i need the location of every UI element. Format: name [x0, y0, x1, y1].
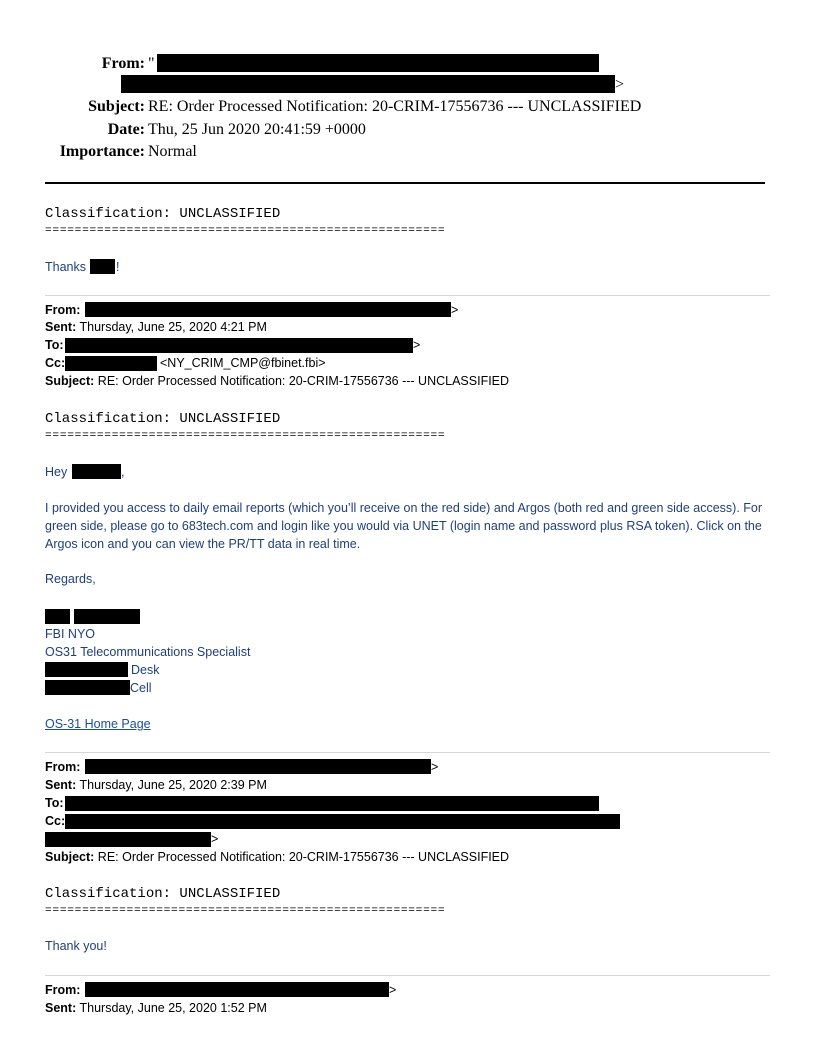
fwd2-cc-tail: > — [211, 832, 219, 846]
greeting-tail: , — [121, 465, 125, 479]
fwd2-cc-label: Cc: — [45, 814, 66, 828]
fwd1-from-tail: > — [451, 303, 459, 317]
signature-title: OS31 Telecommunications Specialist — [45, 645, 251, 659]
subject-value: RE: Order Processed Notification: 20-CRIM-17556736 --- UNCLASSIFIED — [148, 98, 642, 115]
redaction-block — [72, 464, 121, 479]
fwd2-from-tail: > — [431, 760, 439, 774]
fwd2-subject: Subject: RE: Order Processed Notification: 20-CRIM-17556736 --- UNCLASSIFIED — [45, 850, 510, 864]
fwd1-from-label: From: — [45, 303, 81, 317]
fwd1-cc-label: Cc: — [45, 356, 66, 370]
thank-you-text: Thank you! — [45, 939, 107, 953]
date-value: Thu, 25 Jun 2020 20:41:59 +0000 — [148, 121, 366, 138]
message-body: I provided you access to daily email reports (which you’ll receive on the red side) and Argos (both red and green side access). For green side, please go to 683tech.com and login like you would via UNET (login name and password plus RSA token). Click on the Argos icon and you can view the PR/TT data in real time. — [45, 501, 763, 551]
redaction-block — [90, 259, 115, 274]
redaction-block — [65, 356, 157, 371]
redaction-block — [65, 338, 413, 353]
importance-label: Importance: — [59, 143, 145, 160]
signature-org: FBI NYO — [45, 627, 96, 641]
regards-text: Regards, — [45, 572, 96, 586]
from-label: From: — [101, 55, 145, 72]
message-separator — [45, 975, 770, 976]
date-label: Date: — [107, 121, 145, 138]
importance-value: Normal — [148, 143, 197, 160]
message-separator — [45, 295, 770, 296]
classification-banner: Classification: UNCLASSIFIED — [45, 206, 281, 222]
redaction-block — [45, 609, 70, 624]
signature-cell: Cell — [130, 681, 152, 695]
fwd1-subject: Subject: RE: Order Processed Notification: 20-CRIM-17556736 --- UNCLASSIFIED — [45, 374, 510, 388]
redaction-block — [65, 796, 599, 811]
header-divider — [45, 182, 765, 184]
classification-underline: ====================================================== — [45, 905, 446, 917]
fwd1-cc-value: <NY_CRIM_CMP@fbinet.fbi> — [160, 356, 326, 370]
classification-banner: Classification: UNCLASSIFIED — [45, 411, 281, 427]
thanks-tail: ! — [116, 260, 120, 274]
redaction-block — [74, 609, 140, 624]
classification-banner: Classification: UNCLASSIFIED — [45, 886, 281, 902]
fwd3-from-label: From: — [45, 983, 81, 997]
fwd1-to-label: To: — [45, 338, 64, 352]
fwd2-sent: Sent: Thursday, June 25, 2020 2:39 PM — [45, 778, 267, 792]
signature-desk: Desk — [131, 663, 160, 677]
classification-underline: ====================================================== — [45, 225, 446, 237]
os31-home-page-link[interactable]: OS-31 Home Page — [45, 717, 151, 731]
redaction-block — [65, 814, 620, 829]
fwd2-to-label: To: — [45, 796, 64, 810]
fwd3-sent: Sent: Thursday, June 25, 2020 1:52 PM — [45, 1001, 267, 1015]
classification-underline: ====================================================== — [45, 430, 446, 442]
redaction-block — [85, 302, 451, 317]
fwd1-sent: Sent: Thursday, June 25, 2020 4:21 PM — [45, 320, 267, 334]
from-tail: > — [615, 76, 625, 93]
redaction-block — [157, 54, 599, 72]
redaction-block — [85, 982, 389, 997]
redaction-block — [121, 75, 615, 93]
from-value: " — [148, 55, 155, 72]
subject-label: Subject: — [88, 98, 145, 115]
redaction-block — [45, 662, 128, 677]
fwd1-to-tail: > — [413, 338, 421, 352]
thanks-text: Thanks — [45, 260, 86, 274]
redaction-block — [45, 680, 130, 695]
fwd2-from-label: From: — [45, 760, 81, 774]
redaction-block — [85, 759, 431, 774]
redaction-block — [45, 832, 211, 847]
greeting-text: Hey — [45, 465, 68, 479]
fwd3-from-tail: > — [389, 983, 397, 997]
message-separator — [45, 752, 770, 753]
